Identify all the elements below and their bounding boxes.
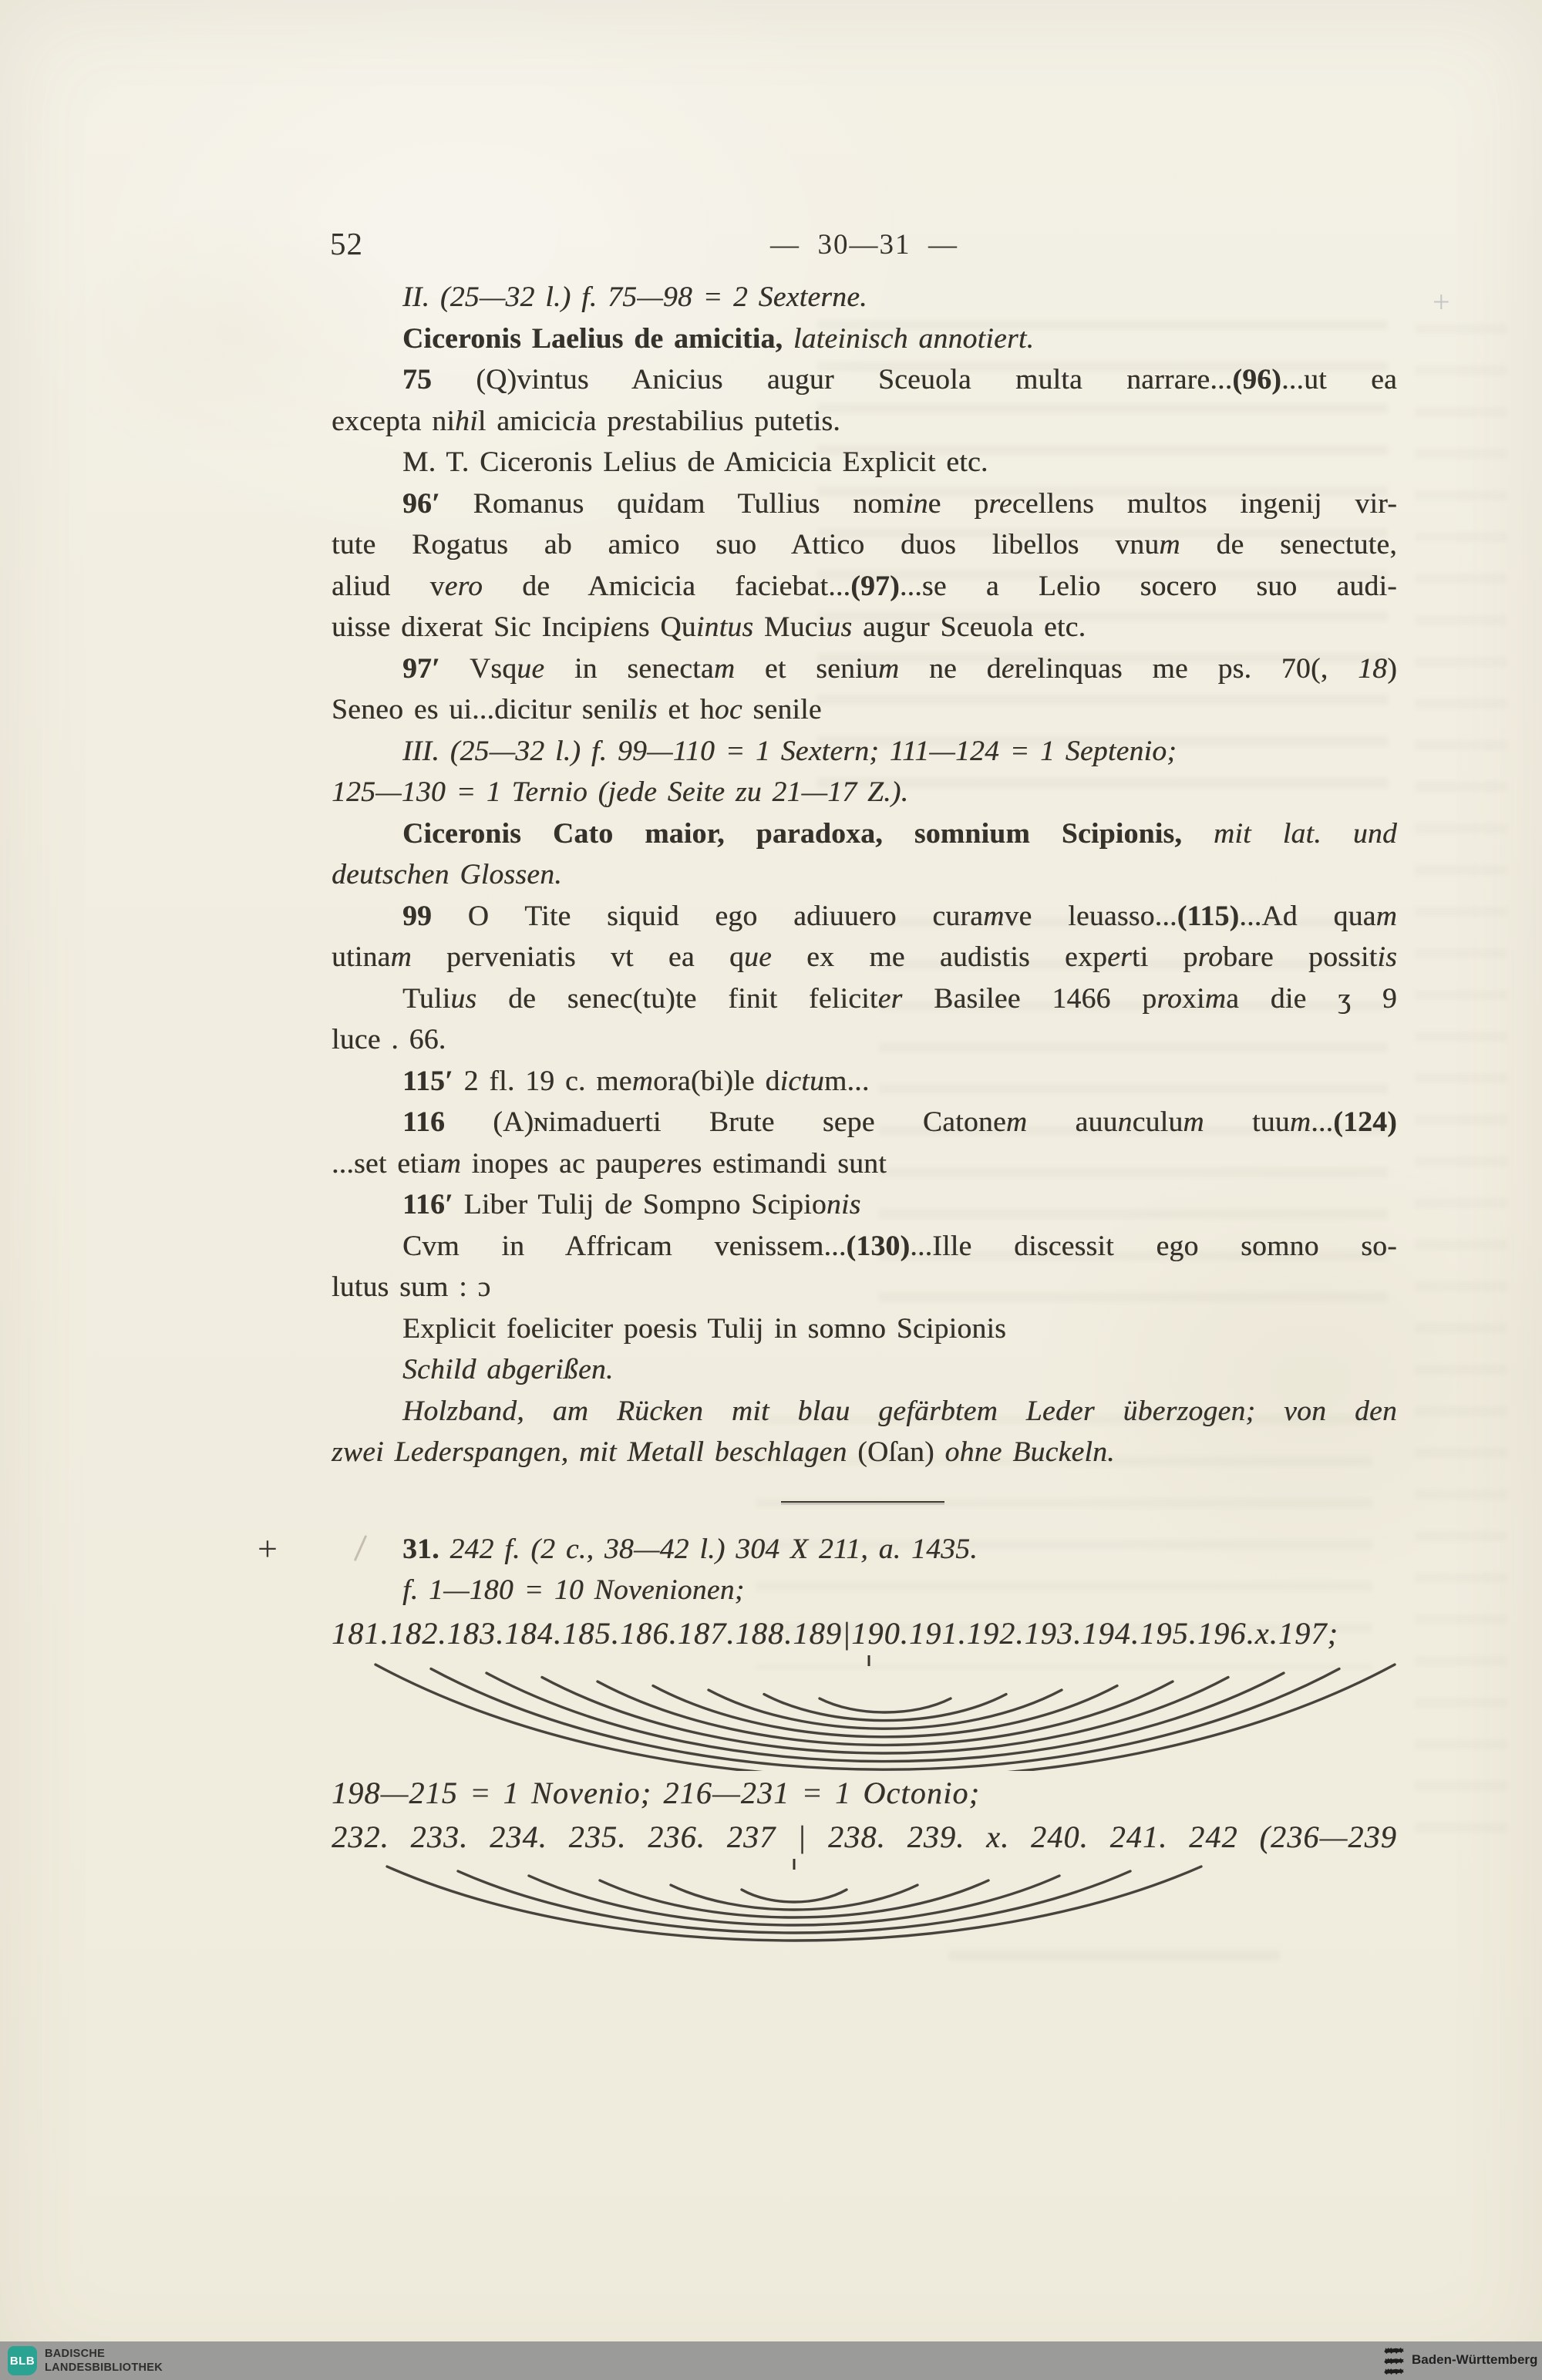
text-line: 232. 233. 234. 235. 236. 237 | 238. 239. x. 240. 241. 242 (236—239 xyxy=(332,1819,1397,1854)
text-line: 198—215 = 1 Novenio; 216—231 = 1 Octonio; xyxy=(332,1775,981,1810)
text-line: 115′ 2 fl. 19 c. memora(bi)le dictum... xyxy=(402,1065,870,1097)
text-column xyxy=(332,277,1397,1947)
text-line: Schild abgerißen. xyxy=(402,1354,614,1385)
text-line: 99 O Tite siquid ego adiuuero curamve leuasso...(115)...Ad quam xyxy=(402,900,1397,932)
text-line: Cvm in Affricam venissem...(130)...Ille discessit ego somno so- xyxy=(402,1230,1397,1262)
text-line: uisse dixerat Sic Incipiens Quintus Mucius augur Sceuola etc. xyxy=(332,611,1086,643)
text-line: 75 (Q)vintus Anicius augur Sceuola multa narrare...(96)...ut ea xyxy=(402,364,1397,396)
text-line: 125—130 = 1 Ternio (jede Seite zu 21—17 Z.). xyxy=(332,776,909,808)
text-line: II. (25—32 l.) f. 75—98 = 2 Sexterne. xyxy=(402,281,867,313)
text-line: Ciceronis Cato maior, paradoxa, somnium Scipionis, mit lat. und xyxy=(402,817,1397,850)
state-name: Baden-Württemberg xyxy=(1412,2352,1538,2367)
bleed-through-ghost xyxy=(1415,324,1507,1858)
text-line: zwei Lederspangen, mit Metall beschlagen (Oſan) ohne Buckeln. xyxy=(332,1436,1115,1468)
text-line: Tulius de senec(tu)te finit feliciter Basilee 1466 proxima die ʒ 9 xyxy=(402,982,1397,1015)
text-line: f. 1—180 = 10 Novenionen; xyxy=(402,1574,745,1606)
text-line: tute Rogatus ab amico suo Attico duos libellos vnum de senectute, xyxy=(332,529,1397,560)
library-name-line2: LANDESBIBLIOTHEK xyxy=(45,2361,163,2374)
quire-structure-diagram-sexternion xyxy=(332,1859,1397,1947)
running-head: — 30—31 — xyxy=(770,229,958,261)
text-line: M. T. Ciceronis Lelius de Amicicia Explicit etc. xyxy=(402,446,988,478)
page-number: 52 xyxy=(330,226,363,261)
text-line: luce . 66. xyxy=(332,1024,446,1055)
baden-wuerttemberg-lions-icon xyxy=(1382,2345,1406,2376)
text-line: Seneo es ui...dicitur senilis et hoc senile xyxy=(332,694,822,725)
quire-structure-diagram-novenion xyxy=(332,1655,1397,1771)
text-line: excepta nihil amicicia prestabilius putetis. xyxy=(332,405,840,437)
digitization-footer-bar xyxy=(0,2341,1542,2380)
text-line: 97′ Vsque in senectam et senium ne derelinquas me ps. 70(, 18) xyxy=(402,652,1398,685)
text-line: ...set etiam inopes ac pauperes estimandi sunt xyxy=(332,1147,887,1180)
text-line: 96′ Romanus quidam Tullius nomine precellens multos ingenij vir- xyxy=(402,487,1398,520)
text-line: 116 (A)ɴimaduerti Brute sepe Catonem auunculum tuum...(124) xyxy=(402,1106,1397,1138)
margin-plus-mark: + xyxy=(258,1529,278,1568)
text-line: Holzband, am Rücken mit blau gefärbtem Leder überzogen; von den xyxy=(402,1395,1397,1427)
bifolium-arc xyxy=(764,1694,1006,1720)
text-line: 181.182.183.184.185.186.187.188.189|190.191.192.193.194.195.196.x.197; xyxy=(332,1615,1339,1651)
text-line: Explicit foeliciter poesis Tulij in somno Scipionis xyxy=(402,1312,1007,1345)
separator-rule xyxy=(781,1501,944,1503)
bifolium-arc xyxy=(375,1665,1395,1771)
bleed-through-ghost xyxy=(948,1951,1280,1983)
text-line: 31. 242 f. (2 c., 38—42 l.) 304 X 211, a. 1435. xyxy=(402,1533,978,1565)
text-line: Ciceronis Laelius de amicitia, lateinisch annotiert. xyxy=(402,322,1035,355)
text-line: III. (25—32 l.) f. 99—110 = 1 Sextern; 111—124 = 1 Septenio; xyxy=(402,735,1177,767)
library-name xyxy=(45,2347,163,2375)
text-line: aliud vero de Amicicia faciebat...(97)...se a Lelio socero suo audi- xyxy=(332,570,1397,602)
section-separator xyxy=(332,1473,1397,1529)
text-line: lutus sum : ɔ xyxy=(332,1271,491,1303)
bifolium-arc xyxy=(542,1677,1228,1753)
text-line: utinam perveniatis vt ea que ex me audistis experti probare possitis xyxy=(332,941,1398,973)
bifolium-arc xyxy=(742,1890,847,1902)
bifolium-arc xyxy=(671,1885,917,1910)
text-line: 116′ Liber Tulij de Sompno Scipionis xyxy=(402,1189,861,1220)
margin-plus-mark: + xyxy=(1433,284,1450,319)
library-name-line1: BADISCHE xyxy=(45,2348,106,2360)
bifolium-arc xyxy=(387,1867,1201,1941)
bifolium-arc xyxy=(600,1880,988,1917)
text-line: deutschen Glossen. xyxy=(332,859,562,890)
blb-logo: BLB xyxy=(8,2346,37,2375)
bifolium-arc xyxy=(820,1698,951,1712)
